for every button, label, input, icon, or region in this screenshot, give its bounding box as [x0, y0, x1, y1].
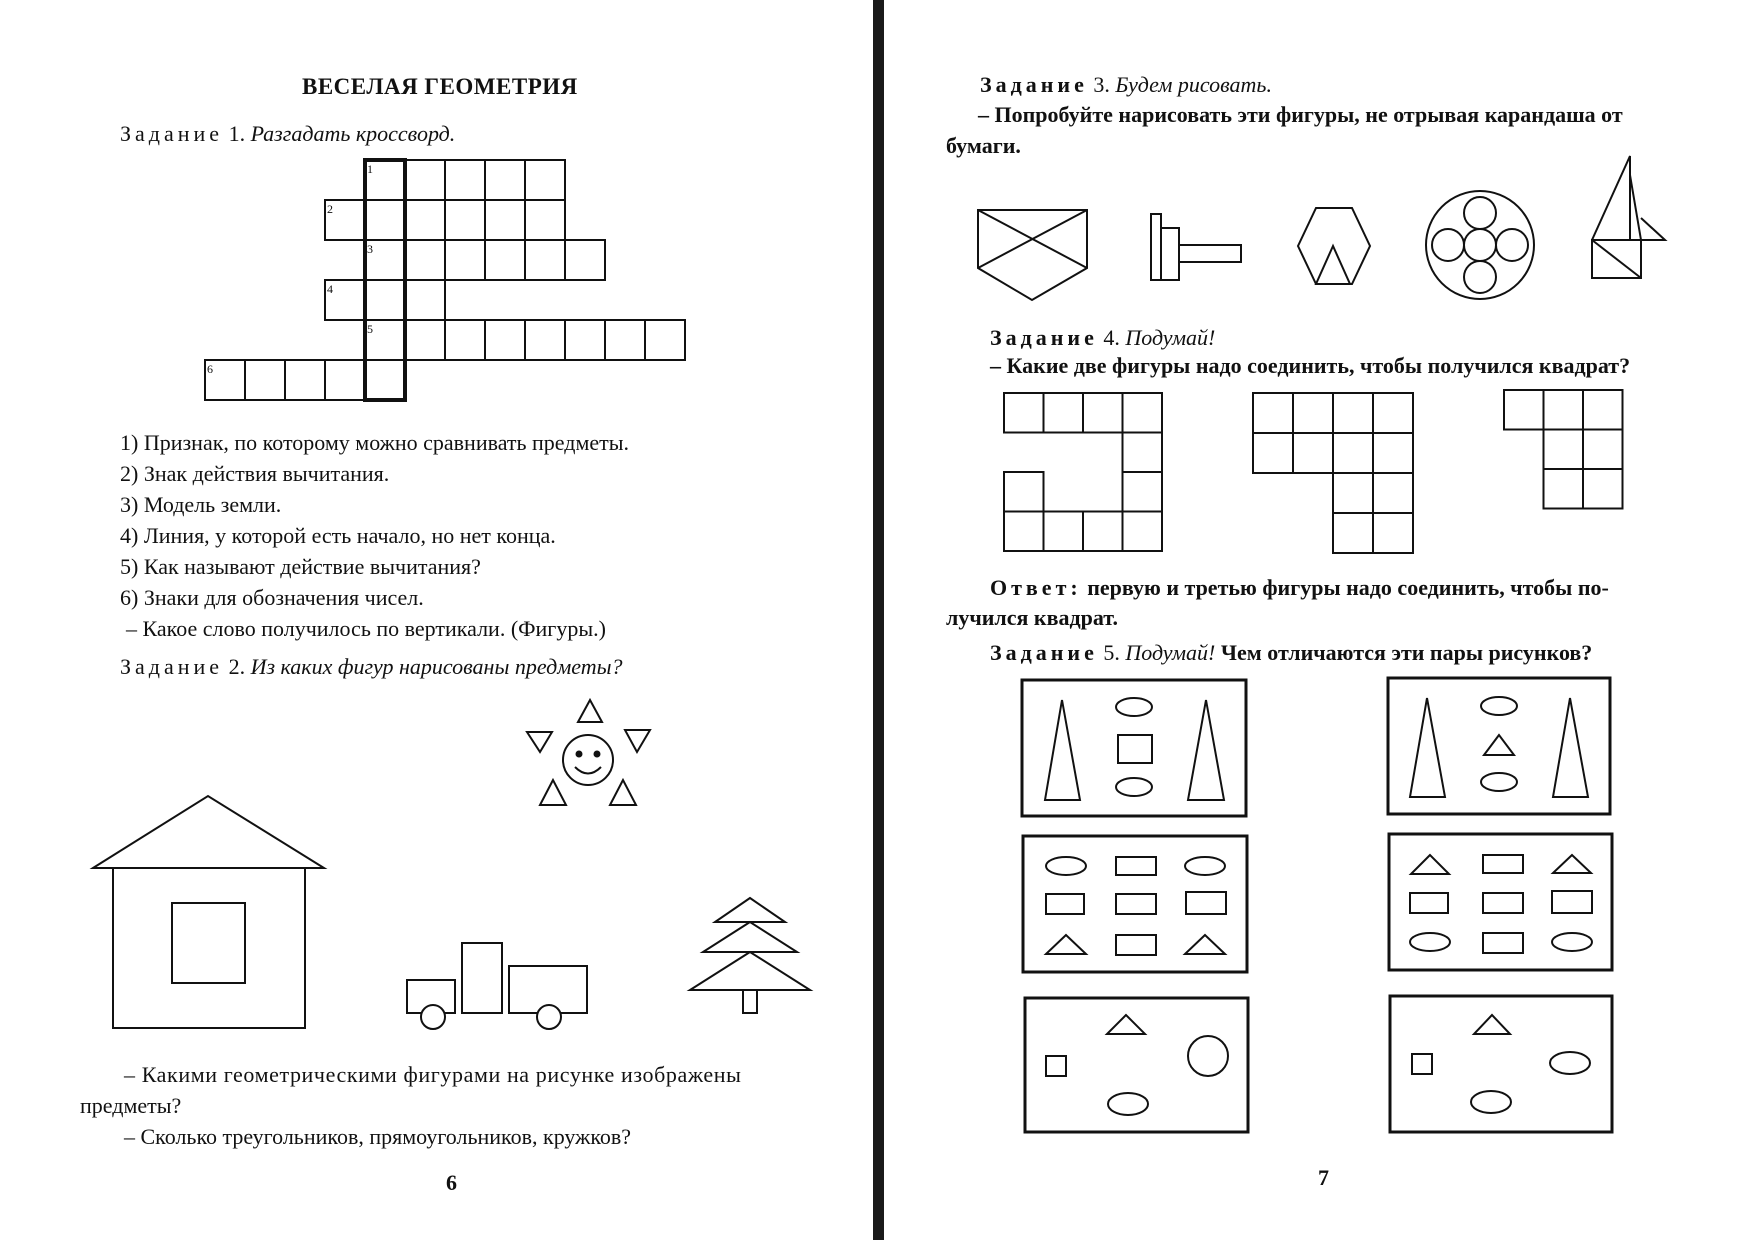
page-title: ВЕСЕЛАЯ ГЕОМЕТРИЯ	[302, 74, 578, 99]
crossword-number-1: 1	[367, 162, 373, 176]
clue-5: 5) Как называют действие вычитания?	[120, 554, 481, 579]
clue-3: 3) Модель земли.	[120, 492, 282, 517]
page-number-left: 6	[446, 1170, 457, 1195]
task-5-label: Задание	[990, 640, 1098, 665]
question-count-shapes: – Сколько треугольников, прямоугольников, кружков?	[124, 1124, 632, 1149]
page-number-right: 7	[1318, 1165, 1329, 1190]
vertical-word-question: – Какое слово получилось по вертикали. (Фигуры.)	[126, 616, 606, 641]
answer-line2: лучился квадрат.	[946, 605, 1118, 630]
task-3-instruction-line2: бумаги.	[946, 133, 1021, 158]
answer-label: Ответ:	[990, 575, 1082, 600]
task-2-number: 2.	[228, 654, 246, 679]
task-2-label: Задание	[120, 654, 224, 679]
pair-2-left-card	[1023, 836, 1247, 972]
task-3-label: Задание	[980, 72, 1088, 97]
task-5-number: 5.	[1103, 640, 1120, 665]
task-3-instruction-line1: – Попробуйте нарисовать эти фигуры, не отрывая карандаша от	[978, 102, 1623, 127]
task-1-number: 1.	[228, 121, 246, 146]
question-figures-line2: предметы?	[80, 1093, 182, 1118]
crossword-number-6: 6	[207, 362, 213, 376]
crossword-number-3: 3	[367, 242, 373, 256]
clue-4: 4) Линия, у которой есть начало, но нет конца.	[120, 523, 556, 548]
crossword-number-2: 2	[327, 202, 333, 216]
task-4-number: 4.	[1103, 325, 1120, 350]
answer-text: первую и третью фигуры надо соединить, чтобы по-	[1087, 575, 1609, 600]
crossword-number-4: 4	[327, 282, 333, 296]
pair-3-left-card	[1025, 998, 1248, 1132]
task-5-text: Подумай!	[1125, 640, 1216, 665]
clue-2: 2) Знак действия вычитания.	[120, 461, 390, 486]
clue-1: 1) Признак, по которому можно сравнивать предметы.	[120, 430, 630, 455]
question-figures-line1: – Какими геометрическими фигурами на рисунке изображены	[124, 1062, 742, 1087]
pair-1-left-card	[1022, 680, 1246, 816]
task-1-text: Разгадать кроссворд.	[250, 121, 456, 146]
task-4-label: Задание	[990, 325, 1098, 350]
task-2-text: Из каких фигур нарисованы предметы?	[250, 654, 623, 679]
clue-6: 6) Знаки для обозначения чисел.	[120, 585, 424, 610]
pair-3-right-card	[1390, 996, 1612, 1132]
task-3-text: Будем рисовать.	[1115, 72, 1272, 97]
task-1-label: Задание	[120, 121, 224, 146]
task-3-number: 3.	[1093, 72, 1110, 97]
crossword-number-5: 5	[367, 322, 373, 336]
task-4-text: Подумай!	[1125, 325, 1216, 350]
pair-2-right-card	[1389, 834, 1612, 970]
task-5-question: Чем отличаются эти пары рисунков?	[1220, 640, 1593, 665]
task-4-question: – Какие две фигуры надо соединить, чтобы получился квадрат?	[990, 353, 1631, 378]
pair-1-right-card	[1388, 678, 1610, 814]
